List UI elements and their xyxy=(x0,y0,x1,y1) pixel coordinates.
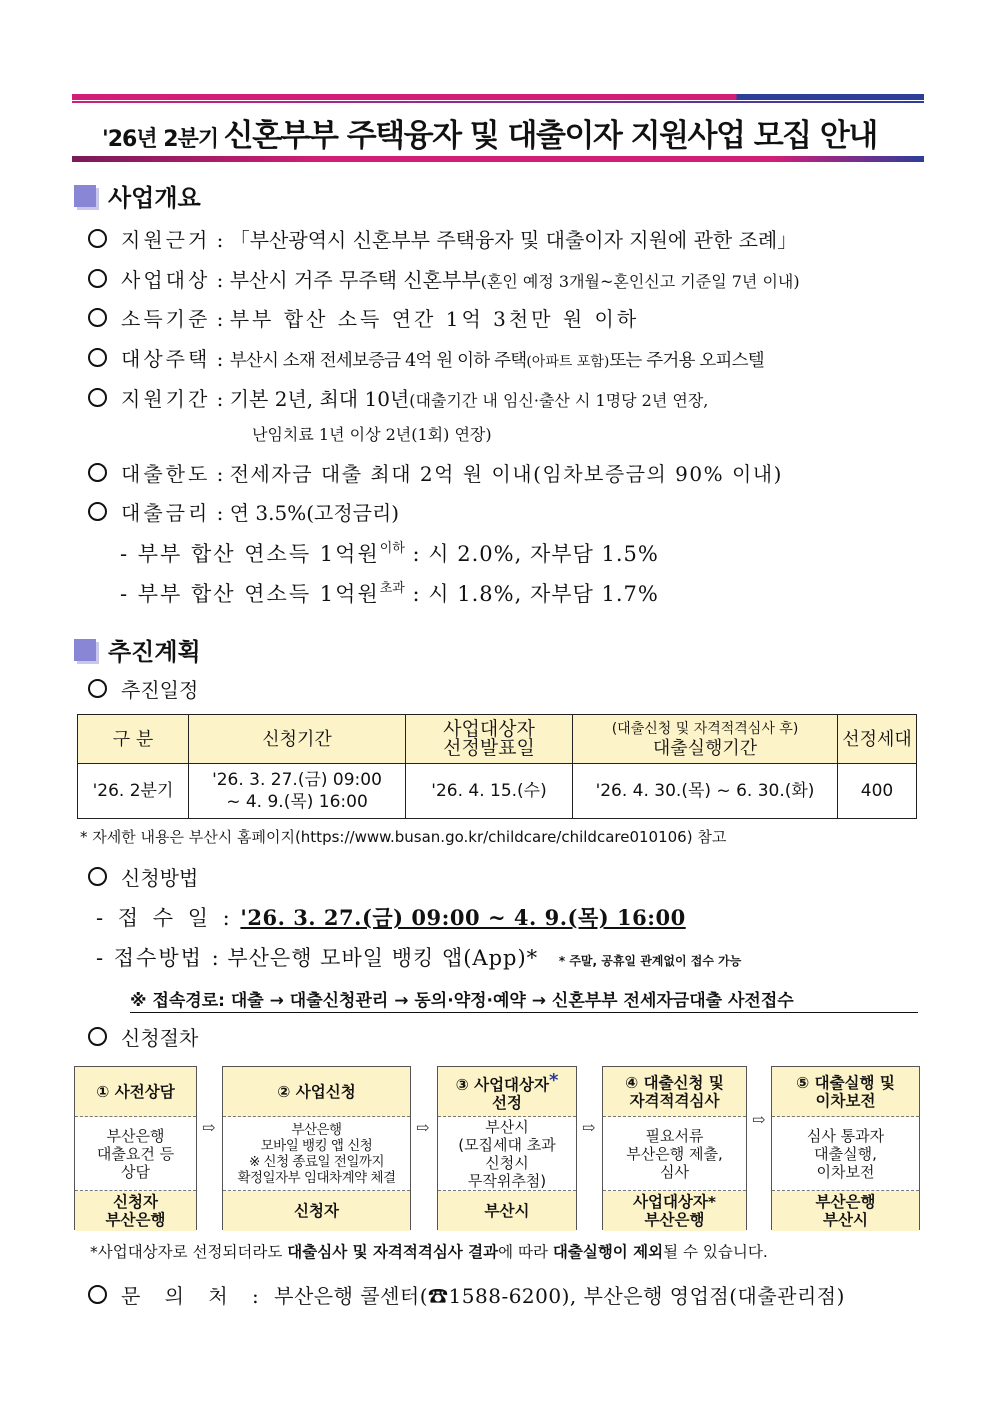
title-band xyxy=(72,94,924,162)
square-bullet-icon xyxy=(74,639,96,661)
overview-item-period-line2 xyxy=(252,422,492,445)
receipt-date-label: - 접 수 일 : xyxy=(96,906,234,930)
footnote-bold: 대출실행이 제외 xyxy=(552,1243,664,1261)
receipt-method-note: * 주말, 공휴일 관계없이 접수 가능 xyxy=(558,954,742,968)
step-2-box xyxy=(222,1066,411,1230)
title-bottom-bar xyxy=(72,156,924,162)
overview-item-period: 지원기간 : 기본 2년, 최대 10년 (대출기간 내 임신·출산 시 1명당 2년 연장, xyxy=(88,383,708,412)
table-header: 구 분 xyxy=(78,715,189,764)
circle-bullet-icon xyxy=(88,348,107,367)
footnote-text: 될 수 있습니다. xyxy=(663,1243,768,1261)
table-cell: '26. 2분기 xyxy=(78,764,189,819)
section-overview-heading xyxy=(74,178,201,213)
footnote xyxy=(90,1240,768,1262)
table-cell-line: ~ 4. 9.(목) 16:00 xyxy=(226,792,368,812)
title-main: 신혼부부 주택융자 및 대출이자 지원사업 모집 안내 xyxy=(223,118,877,154)
method-heading xyxy=(88,862,198,891)
step-body: 심사 통과자 대출실행, 이차보전 xyxy=(772,1117,919,1191)
circle-bullet-icon xyxy=(88,502,107,521)
overview-item-target: 사업대상 : 부산시 거주 무주택 신혼부부 (혼인 예정 3개월~혼인신고 기준일 7년 이내) xyxy=(88,264,800,293)
overview-item-limit: 대출한도 : 전세자금 대출 최대 2억 원 이내(임차보증금의 90% 이내) xyxy=(88,458,783,487)
step-foot: 부산은행 부산시 xyxy=(772,1191,919,1231)
rate-row-over xyxy=(120,577,659,608)
item-label: 소득기준 xyxy=(121,307,211,331)
step-head xyxy=(438,1067,576,1117)
procedure-heading xyxy=(88,1022,198,1051)
table-header: 신청기간 xyxy=(189,715,406,764)
section-title: 사업개요 xyxy=(108,184,201,212)
step-head-line1: ⑤ 대출실행 및 xyxy=(796,1073,895,1092)
subsection-title: 추진일정 xyxy=(121,678,199,702)
arrow-right-icon: ⇨ xyxy=(752,1110,766,1129)
rate-text: - 부부 합산 연소득 1억원 xyxy=(120,582,380,606)
star-mark: * xyxy=(548,1069,559,1091)
table-header-row xyxy=(78,715,917,764)
step-body: 부산은행 모바일 뱅킹 앱 신청 ※ 신청 종료일 전일까지 확정일자부 임대차계약 체결 xyxy=(223,1117,410,1191)
footnote-bold: 대출심사 및 자격적격심사 결과 xyxy=(287,1243,499,1261)
receipt-method: 부산은행 모바일 뱅킹 앱(App)* xyxy=(227,946,539,970)
table-cell: 400 xyxy=(838,764,917,819)
contact-label: 문 의 처 : xyxy=(121,1284,268,1308)
receipt-method-label: - 접수방법 : xyxy=(96,946,221,970)
overview-item-housing: 대상주택 : 부산시 소재 전세보증금 4억 원 이하 주택 (아파트 포함) 또는 주거용 오피스텔 xyxy=(88,343,764,372)
table-cell-line: '26. 3. 27.(금) 09:00 xyxy=(212,770,382,790)
overview-item-rate: 대출금리 : 연 3.5%(고정금리) xyxy=(88,497,399,526)
item-label: 사업대상 xyxy=(121,268,211,292)
contact-text: 부산은행 콜센터(☎1588-6200), 부산은행 영업점(대출관리점) xyxy=(274,1284,845,1308)
item-label: 지원기간 xyxy=(121,387,211,411)
item-text: 전세자금 대출 최대 2억 원 이내(임차보증금의 90% 이내) xyxy=(229,462,783,486)
item-note: (아파트 포함) xyxy=(526,354,610,370)
circle-bullet-icon xyxy=(88,867,107,886)
step-head-line2: 선정 xyxy=(492,1093,522,1112)
circle-bullet-icon xyxy=(88,1285,107,1304)
item-text-2: 또는 주거용 오피스텔 xyxy=(609,351,764,371)
page-title xyxy=(102,110,877,155)
step-head-line1: ③ 사업대상자 xyxy=(455,1075,549,1094)
subsection-title: 신청방법 xyxy=(121,866,199,890)
circle-bullet-icon xyxy=(88,269,107,288)
table-header-label: 대출실행기간 xyxy=(652,738,758,759)
schedule-heading xyxy=(88,674,198,703)
rate-sup: 이하 xyxy=(379,541,405,556)
square-bullet-icon xyxy=(74,185,96,207)
step-4-box xyxy=(602,1066,747,1230)
step-foot: 신청자 부산은행 xyxy=(75,1191,196,1231)
step-5-box xyxy=(771,1066,920,1230)
step-head-line2: 이차보전 xyxy=(815,1091,876,1110)
step-head-line1: ④ 대출신청 및 xyxy=(625,1073,724,1092)
rate-text: - 부부 합산 연소득 1억원 xyxy=(120,542,380,566)
step-head xyxy=(772,1067,919,1117)
item-text: 부부 합산 소득 연간 1억 3천만 원 이하 xyxy=(229,307,640,331)
step-head: ② 사업신청 xyxy=(223,1067,410,1117)
circle-bullet-icon xyxy=(88,463,107,482)
step-foot: 신청자 xyxy=(223,1191,410,1231)
step-1-box xyxy=(74,1066,197,1230)
homepage-note: * 자세한 내용은 부산시 홈페이지(https://www.busan.go.kr/childcare/childcare010106) 참고 xyxy=(80,828,727,846)
rate-sup: 초과 xyxy=(379,581,405,596)
arrow-right-icon: ⇨ xyxy=(416,1118,430,1137)
item-label: 대상주택 xyxy=(121,347,211,371)
table-header-note: (대출신청 및 자격적격심사 후) xyxy=(611,721,799,737)
step-body: 부산시 (모집세대 초과 신청시 무작위추첨) xyxy=(438,1117,576,1191)
schedule-table xyxy=(77,714,917,819)
footnote-text: *사업대상자로 선정되더라도 xyxy=(90,1243,288,1261)
item-text: 기본 2년, 최대 10년 xyxy=(229,387,410,411)
arrow-right-icon: ⇨ xyxy=(582,1118,596,1137)
table-cell-period xyxy=(189,764,406,819)
item-note: (혼인 예정 3개월~혼인신고 기준일 7년 이내) xyxy=(480,272,800,291)
circle-bullet-icon xyxy=(88,229,107,248)
table-cell: '26. 4. 15.(수) xyxy=(406,764,573,819)
title-top-bar xyxy=(72,94,924,100)
table-cell: '26. 4. 30.(목) ~ 6. 30.(화) xyxy=(573,764,838,819)
item-text: 부산시 거주 무주택 신혼부부 xyxy=(229,268,481,292)
table-header-execution xyxy=(573,715,838,764)
step-foot: 부산시 xyxy=(438,1191,576,1231)
rate-row-under xyxy=(120,537,659,568)
receipt-date: '26. 3. 27.(금) 09:00 ~ 4. 9.(목) 16:00 xyxy=(240,905,686,930)
item-label: 대출금리 xyxy=(121,501,211,525)
title-top-thin-bar xyxy=(72,101,924,103)
arrow-right-icon: ⇨ xyxy=(202,1118,216,1137)
circle-bullet-icon xyxy=(88,308,107,327)
receipt-date-row xyxy=(96,902,686,932)
item-label: 지원근거 xyxy=(121,228,211,252)
item-text: 부산시 소재 전세보증금 4억 원 이하 주택 xyxy=(229,351,527,371)
rate-value: : 시 1.8%, 자부담 1.7% xyxy=(404,582,659,606)
rate-value: : 시 2.0%, 자부담 1.5% xyxy=(404,542,659,566)
step-head: ① 사전상담 xyxy=(75,1067,196,1117)
table-row xyxy=(78,764,917,819)
step-foot: 사업대상자* 부산은행 xyxy=(603,1191,746,1231)
table-header: 사업대상자 선정발표일 xyxy=(406,715,573,764)
step-3-box xyxy=(437,1066,577,1230)
overview-item-basis: 지원근거 : 「부산광역시 신혼부부 주택융자 및 대출이자 지원에 관한 조례」 xyxy=(88,224,797,253)
item-text: 「부산광역시 신혼부부 주택융자 및 대출이자 지원에 관한 조례」 xyxy=(229,228,798,252)
section-title: 추진계획 xyxy=(108,638,201,666)
table-header: 선정세대 xyxy=(838,715,917,764)
item-text: 연 3.5%(고정금리) xyxy=(229,501,400,525)
step-body: 부산은행 대출요건 등 상담 xyxy=(75,1117,196,1191)
contact-row xyxy=(88,1280,845,1309)
receipt-method-row xyxy=(96,942,741,972)
item-note: (대출기간 내 임신·출산 시 1명당 2년 연장, xyxy=(409,391,709,410)
step-head xyxy=(603,1067,746,1117)
footnote-text: 에 따라 xyxy=(498,1243,553,1261)
title-prefix: '26년 2분기 xyxy=(102,127,219,152)
access-path: ※ 접속경로: 대출 → 대출신청관리 → 동의·약정·예약 → 신혼부부 전세자금대출 사전접수 xyxy=(130,986,918,1013)
circle-bullet-icon xyxy=(88,1027,107,1046)
circle-bullet-icon xyxy=(88,679,107,698)
subsection-title: 신청절차 xyxy=(121,1026,199,1050)
item-label: 대출한도 xyxy=(121,462,211,486)
step-head-line2: 자격적격심사 xyxy=(629,1091,720,1110)
step-body: 필요서류 부산은행 제출, 심사 xyxy=(603,1117,746,1191)
item-note-line2: 난임치료 1년 이상 2년(1회) 연장) xyxy=(252,425,492,444)
section-plan-heading xyxy=(74,632,201,667)
circle-bullet-icon xyxy=(88,388,107,407)
overview-item-income: 소득기준 : 부부 합산 소득 연간 1억 3천만 원 이하 xyxy=(88,303,639,332)
